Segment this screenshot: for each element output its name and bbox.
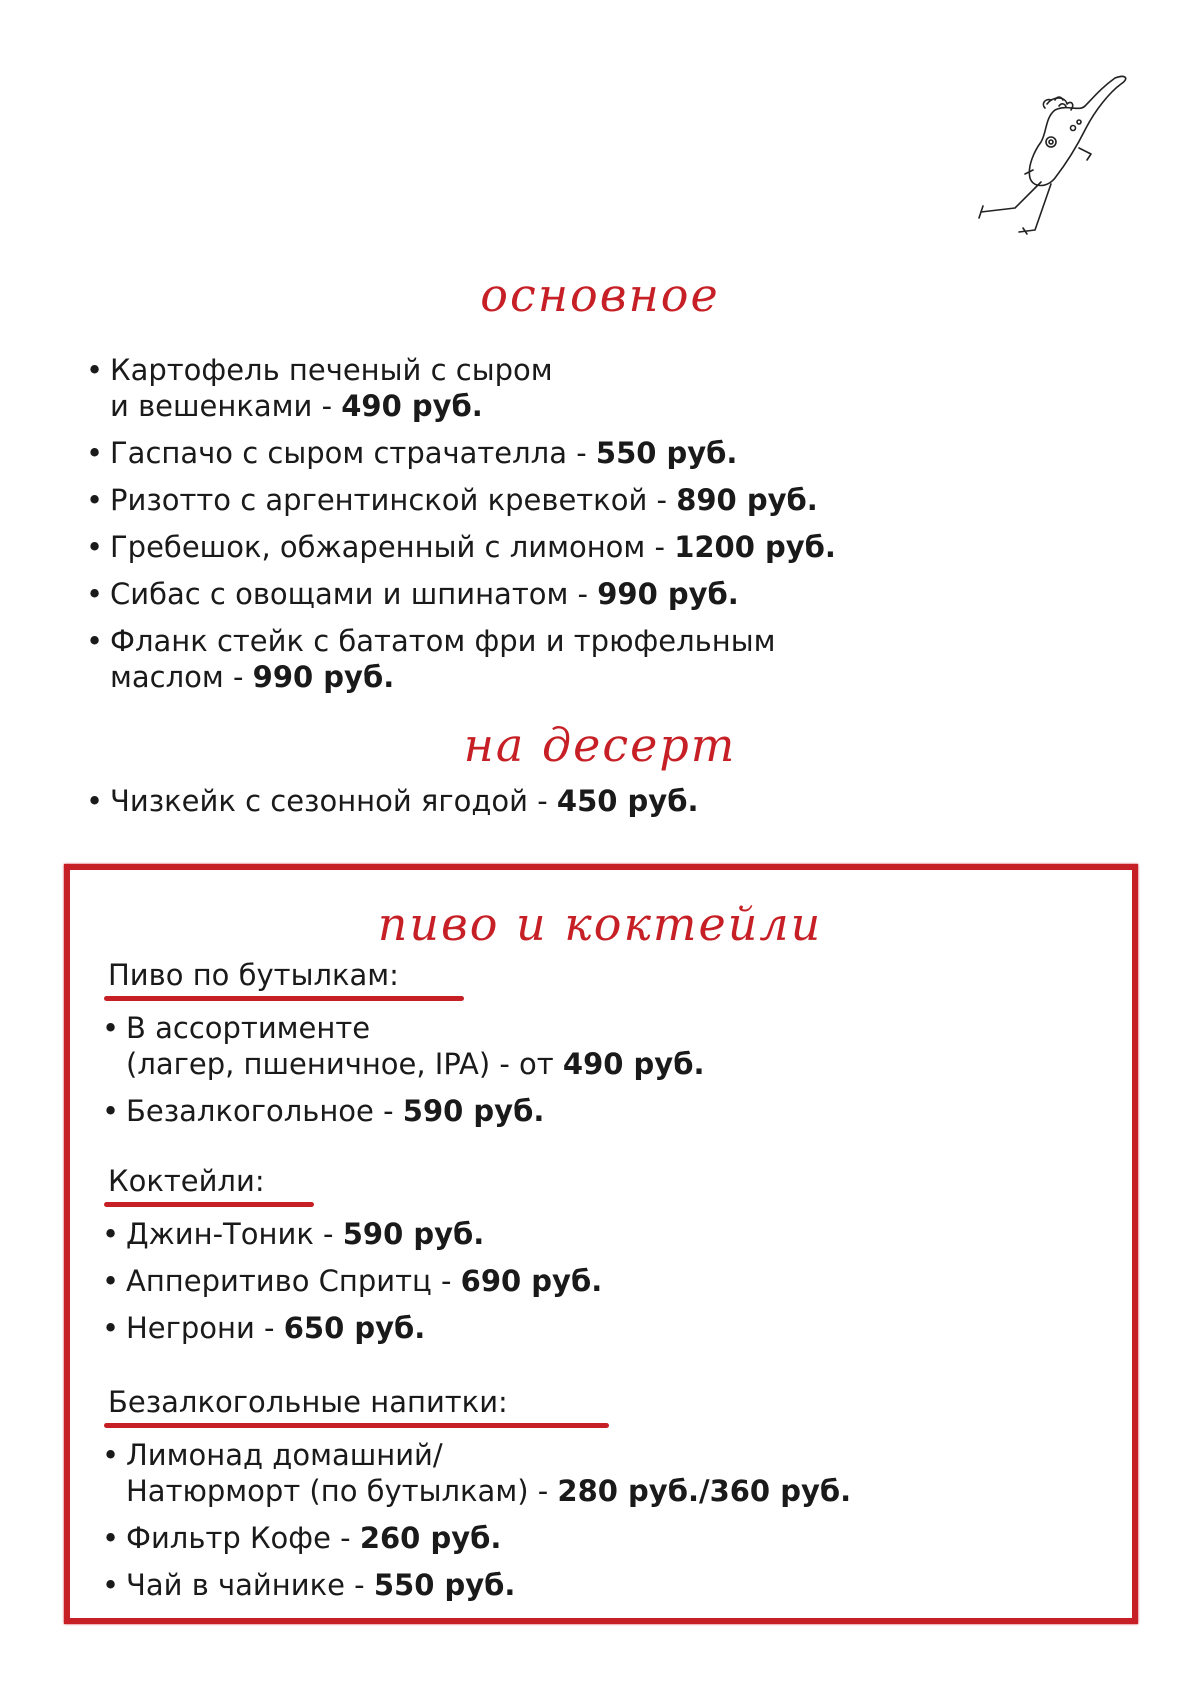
section-title-main: основное — [480, 268, 720, 322]
subheading-underline — [104, 1423, 609, 1428]
list-item: • Негрони - 650 руб. — [102, 1310, 602, 1346]
list-item: • Фланк стейк с бататом фри и трюфельным маслом - 990 руб. — [86, 623, 836, 695]
list-item: • Гребешок, обжаренный с лимоном - 1200 руб. — [86, 529, 836, 565]
subheading-soft-drinks: Безалкогольные напитки: — [108, 1385, 508, 1419]
subheading-underline — [104, 996, 464, 1001]
list-item: • Апперитиво Спритц - 690 руб. — [102, 1263, 602, 1299]
beer-items-list — [102, 1010, 704, 1140]
list-item: • Чизкейк с сезонной ягодой - 450 руб. — [86, 783, 698, 819]
list-item: • Картофель печеный с сыром и вешенками - 490 руб. — [86, 352, 836, 424]
list-item: • Джин-Тоник - 590 руб. — [102, 1216, 602, 1252]
subheading-underline — [104, 1202, 314, 1207]
soft-drink-items-list — [102, 1437, 851, 1614]
list-item: • Лимонад домашний/ Натюрморт (по бутылкам) - 280 руб./360 руб. — [102, 1437, 851, 1509]
section-title-dessert: на десерт — [463, 718, 737, 772]
list-item: • Чай в чайнике - 550 руб. — [102, 1567, 851, 1603]
main-items-list — [86, 352, 836, 706]
cocktail-items-list — [102, 1216, 602, 1357]
section-title-drinks: пиво и коктейли — [377, 897, 823, 951]
list-item: • Сибас с овощами и шпинатом - 990 руб. — [86, 576, 836, 612]
doodle-creature-icon — [975, 70, 1145, 250]
list-item: • Ризотто с аргентинской креветкой - 890 руб. — [86, 482, 836, 518]
list-item: • Безалкогольное - 590 руб. — [102, 1093, 704, 1129]
dessert-items-list — [86, 783, 698, 830]
list-item: • Гаспачо с сыром страчателла - 550 руб. — [86, 435, 836, 471]
list-item: • В ассортименте (лагер, пшеничное, IPA) - от 490 руб. — [102, 1010, 704, 1082]
list-item: • Фильтр Кофе - 260 руб. — [102, 1520, 851, 1556]
subheading-cocktails: Коктейли: — [108, 1164, 265, 1198]
subheading-beer: Пиво по бутылкам: — [108, 958, 399, 992]
